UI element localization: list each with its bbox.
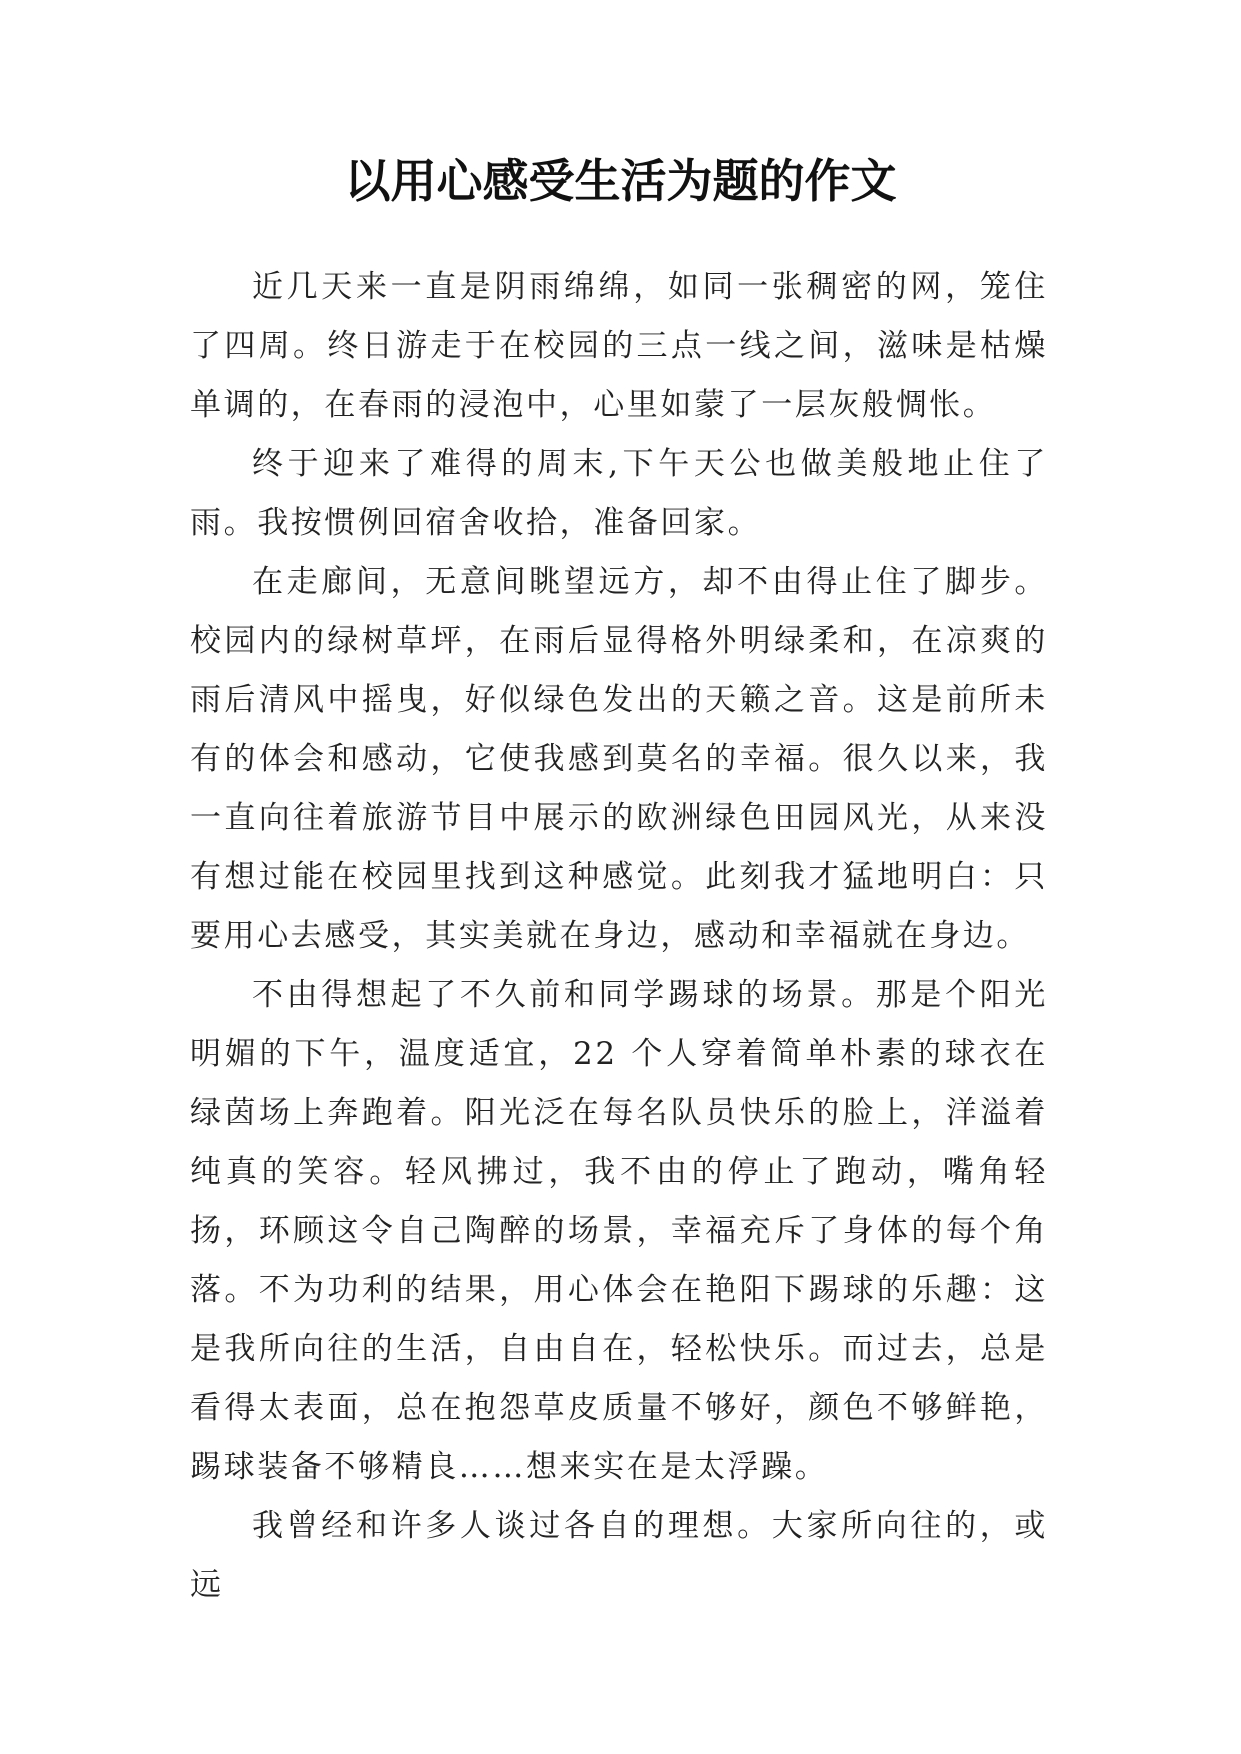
document-title: 以用心感受生活为题的作文 [344,154,897,208]
paragraph: 我曾经和许多人谈过各自的理想。大家所向往的，或远 [190,1508,1048,1603]
paragraph: 不由得想起了不久前和同学踢球的场景。那是个阳光明媚的下午，温度适宜，22 个人穿着简单朴素的球衣在绿茵场上奔跑着。阳光泛在每名队员快乐的脸上，洋溢着纯真的笑容。轻风拂过，我不由的停止了跑动，嘴角轻扬，环顾这令自己陶醉的场景，幸福充斥了身体的每个角落。不为功利的结果，用心体会在艳阳下踢球的乐趣：这是我所向往的生活，自由自在，轻松快乐。而过去，总是看得太表面，总在抱怨草皮质量不够好，颜色不够鲜艳，踢球装备不够精良……想来实在是太浮躁。 [190,977,1048,1485]
document-body [190,258,1048,1615]
paragraph: 在走廊间，无意间眺望远方，却不由得止住了脚步。校园内的绿树草坪，在雨后显得格外明绿柔和，在凉爽的雨后清风中摇曳，好似绿色发出的天籁之音。这是前所未有的体会和感动，它使我感到莫名的幸福。很久以来，我一直向往着旅游节目中展示的欧洲绿色田园风光，从来没有想过能在校园里找到这种感觉。此刻我才猛地明白：只要用心去感受，其实美就在身边，感动和幸福就在身边。 [190,564,1048,954]
paragraph: 近几天来一直是阴雨绵绵，如同一张稠密的网，笼住了四周。终日游走于在校园的三点一线之间，滋味是枯燥单调的，在春雨的浸泡中，心里如蒙了一层灰般惆怅。 [190,269,1048,423]
paragraph: 终于迎来了难得的周末,下午天公也做美般地止住了雨。我按惯例回宿舍收拾，准备回家。 [190,446,1048,541]
